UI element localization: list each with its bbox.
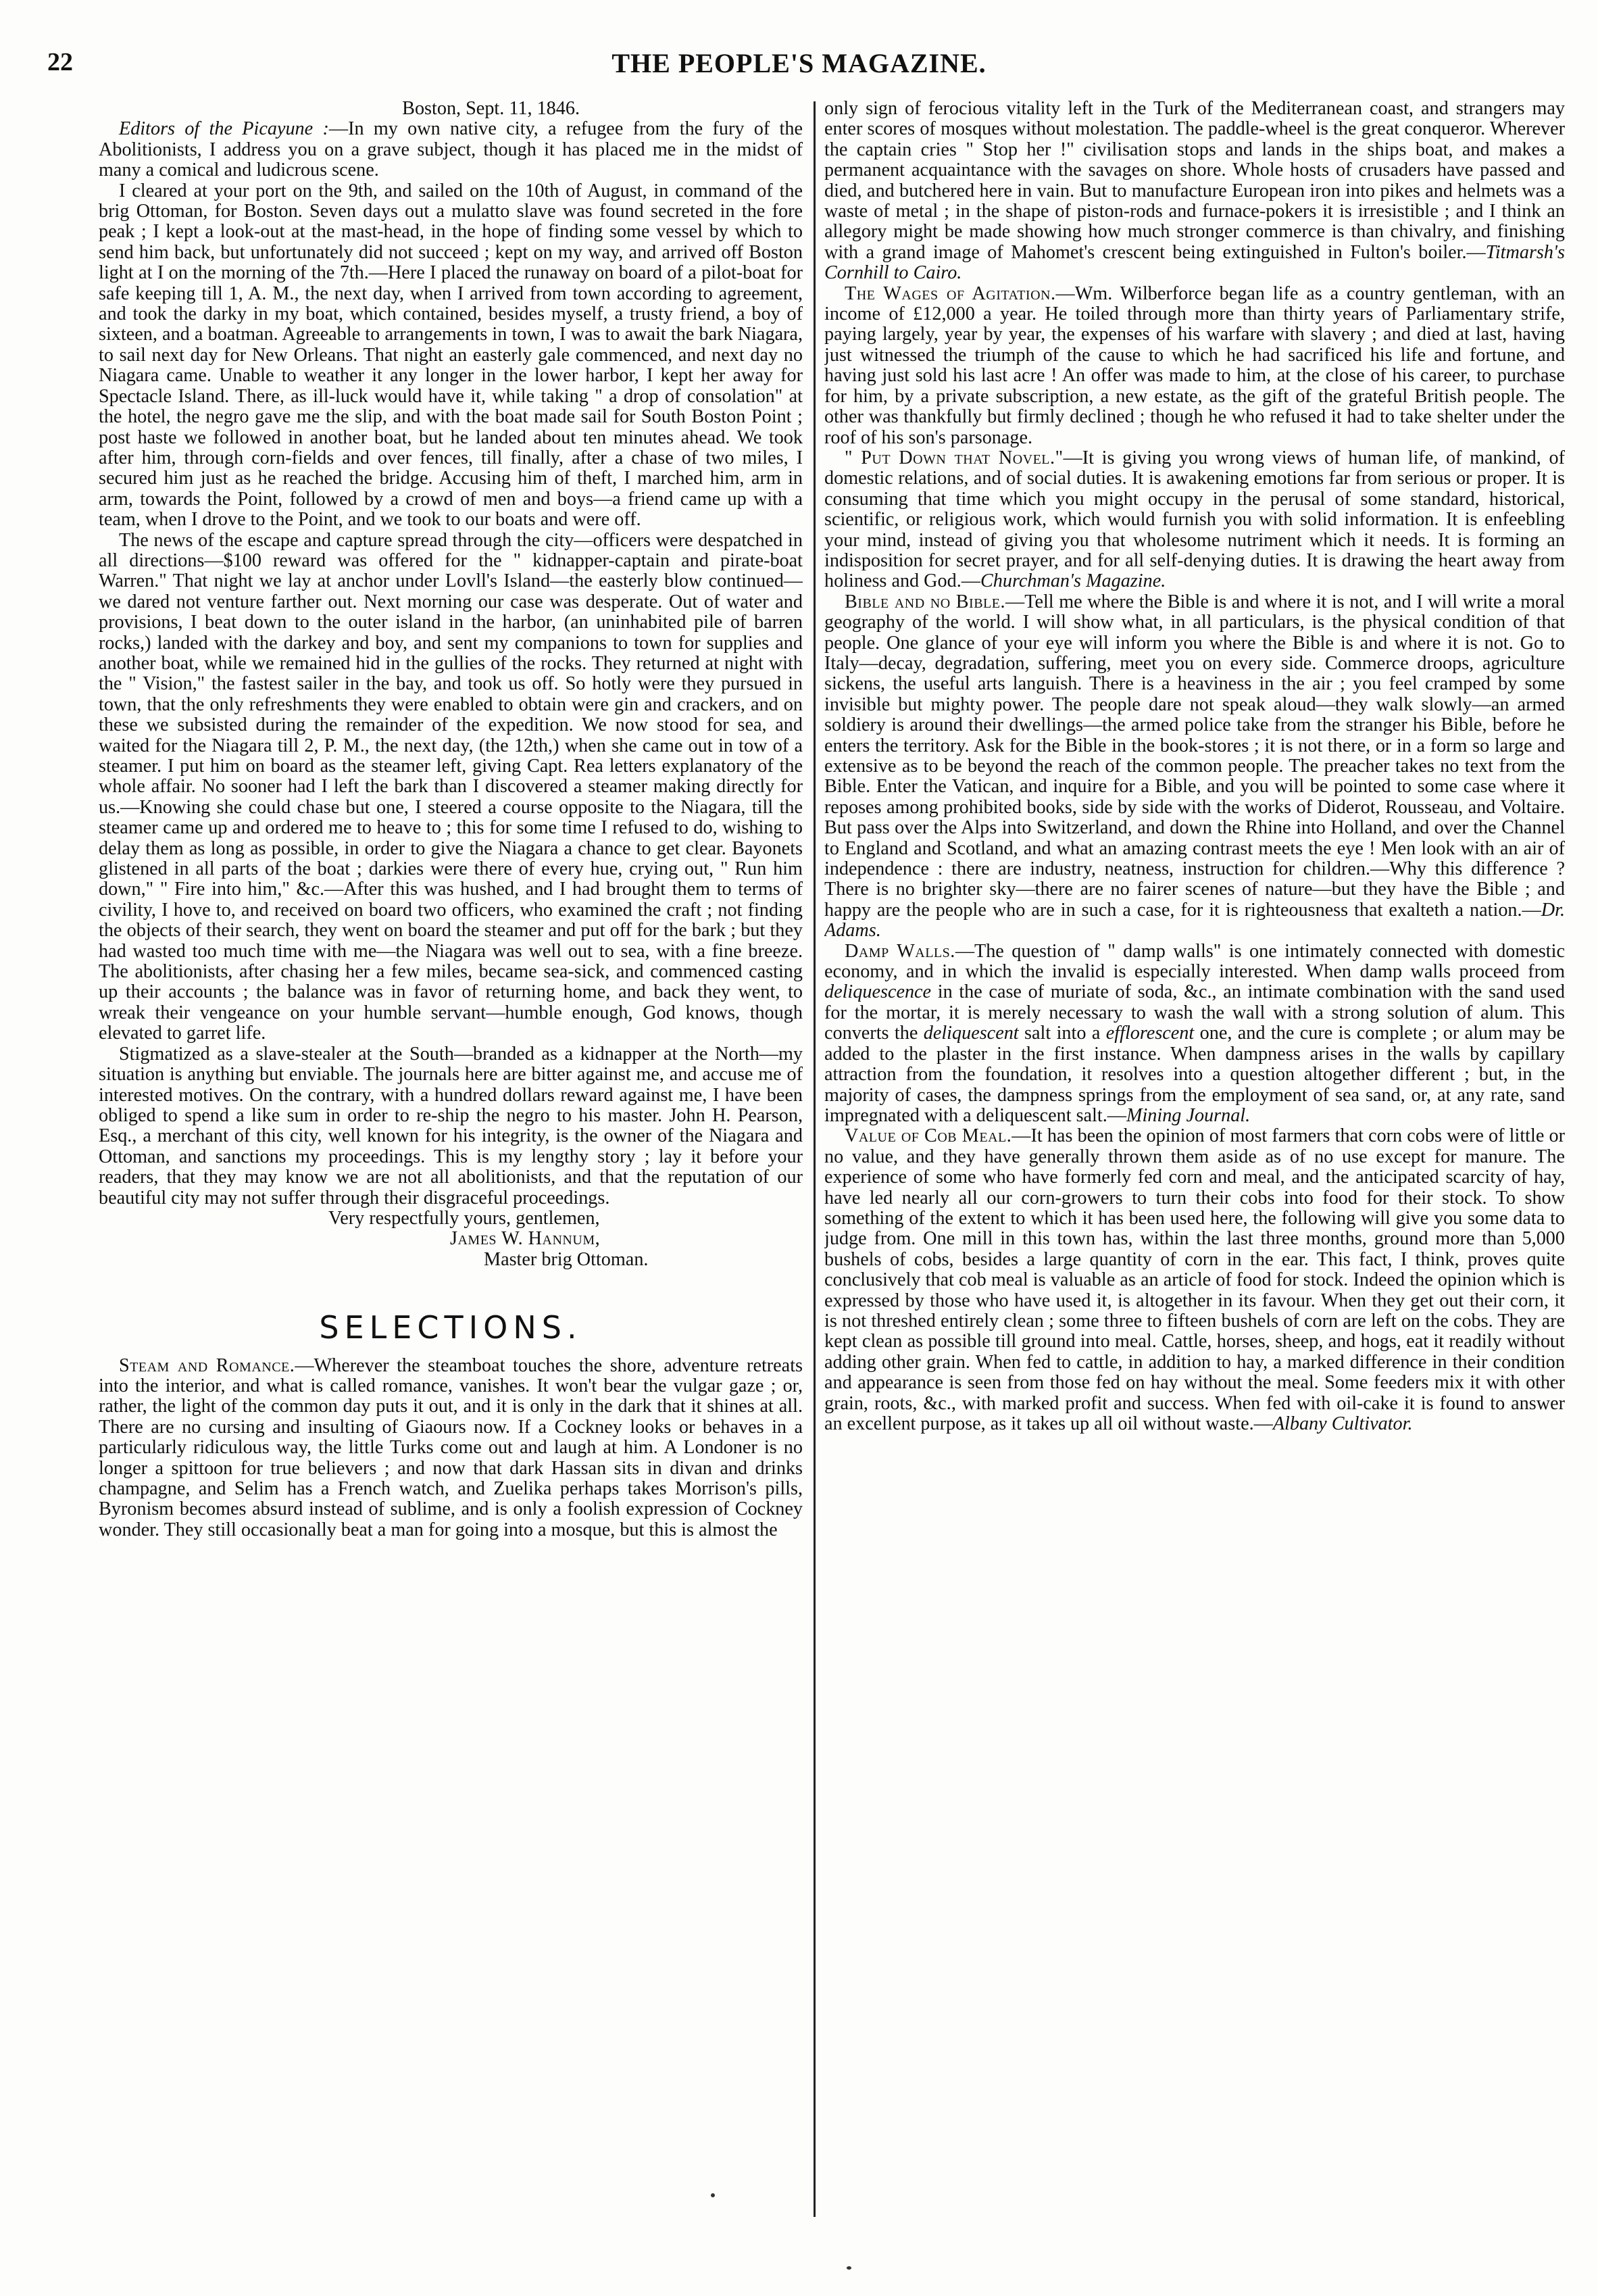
ink-speck	[847, 2266, 851, 2270]
article-paragraph: Bible and no Bible.—Tell me where the Bible is and where it is not, and I will write a moral geography of the world. I will show what, in all particulars, is the physical condition of that people. One glance of your eye will inform you where the Bible is and where it is not. Go to Italy—decay, degradation, suffering, meet you on every side. Commerce droops, agriculture sickens, the useful arts languish. There is a heaviness in the air ; you feel cramped by some invisible but mighty power. The people dare not speak aloud—they walk slowly—an armed soldiery is around their dwellings—the armed police take from the stranger his Bible, before he enters the territory. Ask for the Bible in the book-stores ; it is not there, or in a form so large and extensive as to be beyond the reach of the common people. The preacher takes no text from the Bible. Enter the Vatican, and inquire for a Bible, and you will be pointed to some case where it reposes among prohibited books, side by side with the works of Diderot, Rousseau, and Voltaire. But pass over the Alps into Switzerland, and down the Rhine into Holland, and over the Channel to England and Scotland, and what an amazing contrast meets the eye ! Men look with an air of independence : there are industry, neatness, instruction for children.—Why this difference ? There is no brighter sky—there are no fairer scenes of nature—but they have the Bible ; and happy are the people who are in such a case, for it is righteousness that exalteth a nation.—Dr. Adams.	[824, 591, 1565, 942]
article-heading: Value of Cob Meal.	[845, 1125, 1012, 1147]
article-source: Albany Cultivator.	[1272, 1413, 1413, 1434]
left-column	[99, 99, 803, 2255]
letter-paragraph: Stigmatized as a slave-stealer at the South—branded as a kidnapper at the North—my situation is anything but enviable. The journals here are bitter against me, and accuse me of interested motives. On the contrary, with a hundred dollars reward against me, I have been obliged to spend a like sum in order to re-ship the negro to his master. John H. Pearson, Esq., a merchant of this city, well known for his integrity, is the owner of the Niagara and Ottoman, and sanctions my proceedings. This is my lengthy story ; lay it before your readers, that they may know we are not all abolitionists, and that the reputation of our beautiful city may not suffer through their disgraceful proceedings.	[99, 1043, 803, 1208]
running-header	[47, 47, 1551, 88]
letter-paragraph: The news of the escape and capture spread through the city—officers were despatched in all directions—$100 reward was offered for the " kidnapper-captain and pirate-boat Warren." That night we lay at anchor under Lovll's Island—the easterly blow continued—we dared not venture farther out. Next morning our case was desperate. Out of water and provisions, I beat down to the outer island in the harbor, (an uninhabited pile of barren rocks,) landed with the darkey and boy, and sent my companions to town for supplies and another boat, while we remained hid in the gullies of the rocks. They returned at night with the " Vision," the fastest sailer in the bay, and took us off. So hotly were they pursued in town, that the only refreshments they were enabled to obtain were gin and crackers, and on these we subsisted during the remainder of the expedition. We now stood for sea, and waited for the Niagara till 2, P. M., the next day, (the 12th,) when she came out in tow of a steamer. I put him on board as the steamer left, giving Capt. Rea letters explanatory of the whole affair. No sooner had I left the bark than I discovered a steamer making directly for us.—Knowing she could chase but one, I steered a course opposite to the Niagara, till the steamer came up and ordered me to heave to ; this for some time I refused to do, wishing to delay them as long as possible, in order to give the Niagara a chance to get clear. Bayonets glistened in all parts of the boat ; darkies were there of every hue, crying out, " Run him down," " Fire into him," &c.—After this was hushed, and I had brought them to terms of civility, I hove to, and received on board two officers, who examined the craft ; not finding the objects of their search, they went on board the steamer and put off for the bark ; but they had wasted too much time with me—the Niagara was well out to sea, with a fine breeze. The abolitionists, after chasing her a few miles, became sea-sick, and commenced casting up their accounts ; the balance was in favor of returning home, and back they went, to wreak their vengeance on your humble servant—humble enough, God knows, though elevated to garret life.	[99, 529, 803, 1044]
article-source: Mining Journal.	[1126, 1104, 1251, 1126]
letter-signature: Very respectfully yours, gentlemen, James W. Hannum, Master brig Ottoman.	[99, 1208, 803, 1270]
article-heading: The Wages of Agitation.	[845, 283, 1056, 304]
article-paragraph: Steam and Romance.—Wherever the steamboat touches the shore, adventure retreats into the interior, and what is called romance, vanishes. It won't bear the vulgar gaze ; or, rather, the light of the common day puts it out, and it is only in the dark that it shines at all. There are no cursing and insulting of Giaours now. If a Cockney looks or behaves in a particularly ridiculous way, the little Turks come out and laugh at him. A Londoner is no longer a spittoon for true believers ; and now that dark Hassan sits in divan and drinks champagne, and Selim has a French watch, and Zuelika perhaps takes Morrison's pills, Byronism becomes absurd instead of sublime, and is only a foolish expression of Cockney wonder. They still occasionally beat a man for going into a mosque, but this is almost the	[99, 1354, 803, 1540]
article-paragraph: Value of Cob Meal.—It has been the opinion of most farmers that corn cobs were of little or no value, and they have generally thrown them aside as of no use except for manure. The experience of some who have formerly fed corn and meal, and the anticipated scarcity of hay, have led nearly all our corn-growers to turn their cobs into food for their stock. To show something of the extent to which it has been used here, the following will give you some data to judge from. One mill in this town has, within the last three months, ground more than 5,000 bushels of cobs, besides a large quantity of corn in the ear. This fact, I think, proves quite conclusively that cob meal is valuable as an article of food for stock. Indeed the opinion which is expressed by those who have used it, is altogether in its favour. When they get out their corn, it is not threshed entirely clean ; some three to fifteen bushels of corn are left on the cobs. They are kept clean as possible till ground into meal. Cattle, horses, sheep, and hogs, eat it readily without adding other grain. When fed to cattle, in addition to hay, a marked difference in their condition and appearance is seen from those fed on hay without the meal. Some feeders mix it with other grain, roots, &c., with marked profit and success. When fed with oil-cake it is found to answer an excellent purpose, as it takes up all oil without waste.—Albany Cultivator.	[824, 1125, 1565, 1434]
magazine-title: THE PEOPLE'S MAGAZINE.	[611, 48, 987, 78]
article-paragraph: The Wages of Agitation.—Wm. Wilberforce began life as a country gentleman, with an income of £12,000 a year. He toiled through more than thirty years of Parliamentary strife, paying largely, year by year, the expenses of his warfare with slavery ; and died at last, having just witnessed the triumph of the cause to which he had sacrificed his life and fortune, and having just sold his last acre ! An offer was made to him, at the close of his career, to purchase for him, by a private subscription, a new estate, as the gift of the grateful British people. The other was thankfully but firmly declined ; though he who refused it had to take shelter under the roof of his son's parsonage.	[824, 283, 1565, 448]
letter-paragraph: Editors of the Picayune :—In my own native city, a refugee from the fury of the Abolitionists, I address you on a grave subject, though it has placed me in the midst of many a comical and ludicrous scene.	[99, 118, 803, 181]
signatory-name: James W. Hannum,	[450, 1228, 601, 1250]
article-paragraph: Damp Walls.—The question of " damp walls" is one intimately connected with domestic economy, and in which the invalid is especially interested. When damp walls proceed from deliquescence in the case of muriate of soda, &c., an intimate combination with the sand used for the mortar, it is merely necessary to wash the wall with a strong solution of alum. This converts the deliquescent salt into a efflorescent one, and the cure is complete ; or alum may be added to the plaster in the first instance. When dampness arises in the walls by capillary attraction from the foundation, it resolves into a question altogether different ; but, in the majority of cases, the dampness springs from the employment of sea sand, or, at any rate, sand impregnated with a deliquescent salt.—Mining Journal.	[824, 940, 1565, 1126]
article-heading: Damp Walls.	[845, 940, 955, 962]
article-heading: " Put Down that Novel."	[845, 447, 1064, 468]
article-paragraph: " Put Down that Novel."—It is giving you wrong views of human life, of mankind, of domestic relations, and of social duties. It is awakening emotions far from serious or proper. It is consuming that time which you might occupy in the perusal of some standard, historical, scientific, or religious work, which would furnish you with solid information. It is enfeebling your mind, instead of giving you that wholesome nutriment which it needs. It is forming an indisposition for secret prayer, and for all self-denying duties. It is drawing the heart away from holiness and God.—Churchman's Magazine.	[824, 447, 1565, 592]
letter-salutation: Editors of the Picayune :	[119, 118, 329, 140]
article-source: Churchman's Magazine.	[980, 570, 1166, 592]
column-divider	[814, 101, 816, 2217]
letter-paragraph: I cleared at your port on the 9th, and sailed on the 10th of August, in command of the brig Ottoman, for Boston. Seven days out a mulatto slave was found secreted in the fore peak ; I kept a look-out at the mast-head, in the hope of finding some vessel by which to send him back, but unfortunately did not succeed ; kept on my way, and arrived off Boston light at I on the morning of the 7th.—Here I placed the runaway on board of a pilot-boat for safe keeping till 1, A. M., the next day, when I arrived from town according to agreement, and took the darky in my boat, which contained, besides myself, a trusty friend, a boy of sixteen, and a boatman. Agreeable to arrangements in town, I was to await the bark Niagara, to sail next day for New Orleans. That night an easterly gale commenced, and next day no Niagara came. Unable to weather it any longer in the lower harbor, I kept her away for Spectacle Island. There, as ill-luck would have it, while taking " a drop of consolation" at the hotel, the negro gave me the slip, and with the boat made sail for South Boston Point ; post haste we followed in another boat, but he landed about ten minutes ahead. We took after him, through corn-fields and over fences, till finally, after a chase of two miles, I secured him just as he reached the bridge. Accusing him of theft, I marched him, arm in arm, towards the Point, followed by a crowd of men and boys—a friend came up with a team, when I drove to the Point, and we took to our boats and were off.	[99, 180, 803, 531]
page-number: 22	[47, 48, 73, 76]
article-heading: Bible and no Bible.	[845, 591, 1006, 612]
ink-speck	[711, 2193, 715, 2197]
article-source: Titmarsh's Cornhill to Cairo.	[824, 241, 1565, 284]
article-source: Dr. Adams.	[824, 899, 1565, 942]
article-heading: Steam and Romance.	[119, 1354, 295, 1376]
right-column	[824, 99, 1565, 2282]
section-heading: SELECTIONS.	[319, 1309, 582, 1346]
article-paragraph: only sign of ferocious vitality left in the Turk of the Mediterranean coast, and strangers may enter scores of mosques without molestation. The paddle-wheel is the great conqueror. Wherever the captain cries " Stop her !" civilisation stops and lands in the ships boat, and makes a permanent acquaintance with the savages on shore. Whole hosts of crusaders have passed and died, and butchered here in vain. But to manufacture European iron into pikes and helmets was a waste of metal ; in the shape of piston-rods and furnace-pokers it is irresistible ; and I think an allegory might be made showing how much stronger commerce is than chivalry, and finishing with a grand image of Mahomet's crescent being extinguished in Fulton's boiler.—Titmarsh's Cornhill to Cairo.	[824, 99, 1565, 284]
letter-dateline: Boston, Sept. 11, 1846.	[402, 99, 580, 119]
